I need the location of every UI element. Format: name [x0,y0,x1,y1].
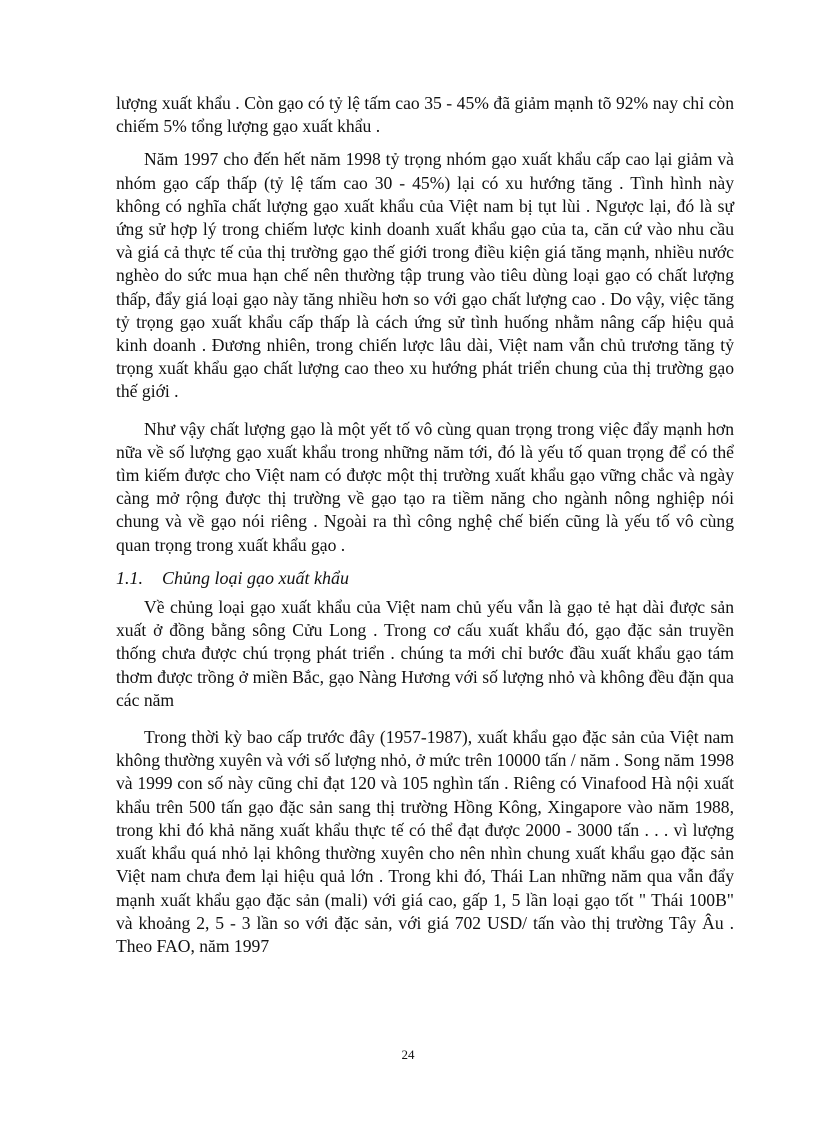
paragraph-rice-grade-trend: Năm 1997 cho đến hết năm 1998 tỷ trọng nhóm gạo xuất khẩu cấp cao lại giảm và nhóm gạo cấp thấp (tỷ lệ tấm cao 30 - 45%) lại có xu hướng tăng . Tình hình này không có nghĩa chất lượng gạo xuất khẩu của Việt nam bị tụt lùi . Ngược lại, đó là sự ứng sử hợp lý trong chiếm lược kinh doanh xuất khẩu gạo của ta, căn cứ vào nhu cầu và giá cả thực tế của thị trường gạo thế giới trong điều kiện giá tăng mạnh, nhiều nước nghèo do sức mua hạn chế nên thường tập trung vào tiêu dùng loại gạo có chất lượng thấp, đẩy giá loại gạo này tăng nhiều hơn so với gạo chất lượng cao . Do vậy, việc tăng tỷ trọng gạo xuất khẩu cấp thấp là cách ứng sử tình huống nhằm nâng cấp hiệu quả kinh doanh . Đương nhiên, trong chiến lược lâu dài, Việt nam vẫn chủ trương tăng tỷ trọng xuất khẩu gạo chất lượng cao theo xu hướng phát triển chung của thị trường gạo thế giới . [116,149,734,402]
body-text [116,92,734,958]
section-title: Chủng loại gạo xuất khẩu [162,567,349,588]
section-number: 1.1. [116,567,143,588]
paragraph-rice-quality: Như vậy chất lượng gạo là một yết tố vô cùng quan trọng trong việc đẩy mạnh hơn nữa về số lượng gạo xuất khẩu trong những năm tới, đó là yếu tố quan trọng để có thể tìm kiếm được cho Việt nam có được một thị trường xuất khẩu gạo vững chắc và ngày càng mở rộng được thị trường về gạo tạo ra tiềm năng cho ngành nông nghiệp nói chung và về gạo nói riêng . Ngoài ra thì công nghệ chế biến cũng là yếu tố vô cùng quan trọng trong xuất khẩu gạo . [116,418,734,555]
section-heading [116,567,734,590]
paragraph-rice-varieties: Về chủng loại gạo xuất khẩu của Việt nam chủ yếu vẫn là gạo tẻ hạt dài được sản xuất ở đồng bằng sông Cửu Long . Trong cơ cấu xuất khẩu đó, gạo đặc sản truyền thống chưa được chú trọng phát triển . chúng ta mới chỉ bước đầu xuất khẩu gạo tám thơm được trồng ở miền Bắc, gạo Nàng Hương với số lượng nhỏ và không đều đặn qua các năm [116,597,734,710]
page-number: 24 [401,1047,415,1062]
paragraph-specialty-rice-export: Trong thời kỳ bao cấp trước đây (1957-1987), xuất khẩu gạo đặc sản của Việt nam không thường xuyên và với số lượng nhỏ, ở mức trên 10000 tấn / năm . Song năm 1998 và 1999 con số này cũng chỉ đạt 120 và 105 nghìn tấn . Riêng có Vinafood Hà nội xuất khẩu trên 500 tấn gạo đặc sản sang thị trường Hồng Kông, Xingapore vào năm 1988, trong khi đó khả năng xuất khẩu thực tế có thể đạt được 2000 - 3000 tấn . . . vì lượng xuất khẩu quá nhỏ lại không thường xuyên cho nên nhìn chung xuất khẩu gạo đặc sản Việt nam chưa đem lại hiệu quả lớn . Trong khi đó, Thái Lan những năm qua vẫn đẩy mạnh xuất khẩu gạo đặc sản (mali) với giá cao, gấp 1, 5 lần loại gạo tốt " Thái 100B" và khoảng 2, 5 - 3 lần so với đặc sản, với giá 702 USD/ tấn vào thị trường Tây Âu . Theo FAO, năm 1997 [116,727,735,956]
paragraph-continuation: lượng xuất khẩu . Còn gạo có tỷ lệ tấm cao 35 - 45% đã giảm mạnh tõ 92% nay chỉ còn chiếm 5% tổng lượng gạo xuất khẩu . [116,93,734,137]
